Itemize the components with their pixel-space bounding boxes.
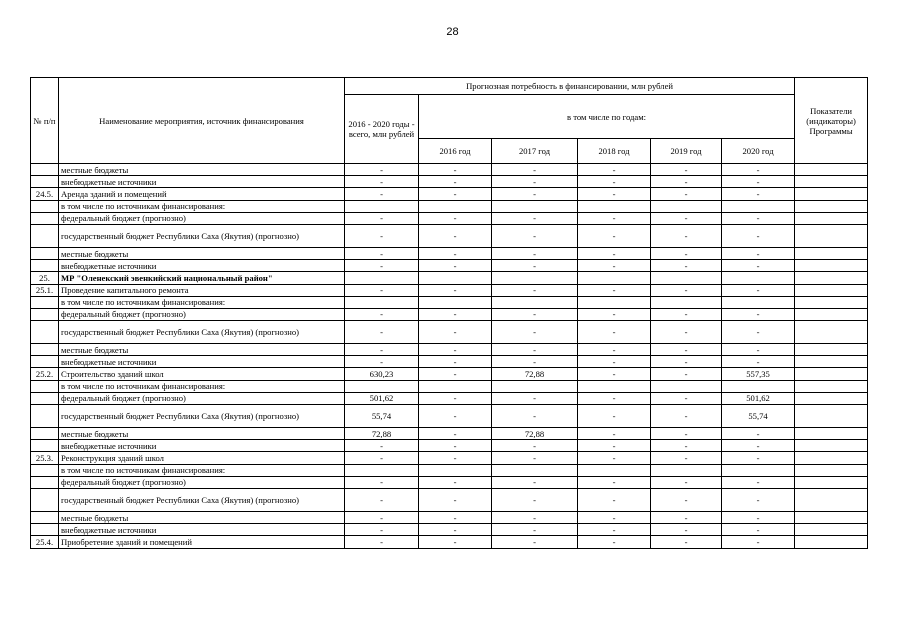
table-row [31, 212, 868, 224]
cell-indicators [795, 440, 868, 452]
header-years-group: в том числе по годам: [419, 95, 795, 139]
cell-year-value [722, 380, 795, 392]
header-num: № п/п [31, 78, 59, 164]
cell-year-value: - [722, 284, 795, 296]
cell-year-value: - [722, 164, 795, 176]
cell-year-value: - [722, 488, 795, 511]
table-row [31, 308, 868, 320]
cell-year-value: - [419, 224, 492, 247]
table-row [31, 356, 868, 368]
cell-total [345, 464, 419, 476]
table-row [31, 452, 868, 464]
cell-indicators [795, 488, 868, 511]
table-header [31, 78, 868, 164]
cell-year-value: - [419, 260, 492, 272]
cell-year-value: - [578, 356, 651, 368]
row-number [31, 164, 59, 176]
cell-year-value: - [722, 212, 795, 224]
cell-year-value: - [419, 368, 492, 380]
cell-total: - [345, 488, 419, 511]
cell-year-value: - [419, 405, 492, 428]
cell-year-value: - [578, 260, 651, 272]
cell-indicators [795, 405, 868, 428]
cell-year-value [651, 464, 722, 476]
cell-year-value: - [492, 176, 578, 188]
row-number [31, 176, 59, 188]
row-number [31, 476, 59, 488]
cell-total: - [345, 356, 419, 368]
row-number [31, 212, 59, 224]
cell-year-value: - [722, 452, 795, 464]
row-number [31, 344, 59, 356]
cell-year-value [722, 296, 795, 308]
cell-year-value: - [651, 176, 722, 188]
table-row [31, 536, 868, 548]
cell-year-value: - [651, 356, 722, 368]
cell-year-value: - [492, 392, 578, 404]
cell-year-value: - [419, 440, 492, 452]
cell-year-value: - [578, 488, 651, 511]
cell-year-value: - [492, 405, 578, 428]
cell-year-value [651, 296, 722, 308]
cell-year-value: - [578, 247, 651, 259]
row-name: государственный бюджет Республики Саха (Якутия) (прогнозно) [59, 405, 345, 428]
row-number [31, 464, 59, 476]
cell-year-value: - [722, 476, 795, 488]
header-total: 2016 - 2020 годы - всего, млн рублей [345, 95, 419, 164]
cell-year-value: - [492, 224, 578, 247]
cell-year-value: - [651, 224, 722, 247]
row-name: Реконструкция зданий школ [59, 452, 345, 464]
cell-indicators [795, 524, 868, 536]
cell-indicators [795, 164, 868, 176]
cell-year-value [651, 272, 722, 284]
table-row [31, 176, 868, 188]
cell-year-value: - [419, 247, 492, 259]
cell-year-value [419, 296, 492, 308]
cell-indicators [795, 188, 868, 200]
table-row [31, 260, 868, 272]
cell-year-value: 55,74 [722, 405, 795, 428]
row-name: государственный бюджет Республики Саха (Якутия) (прогнозно) [59, 224, 345, 247]
row-number [31, 488, 59, 511]
cell-year-value [419, 464, 492, 476]
cell-year-value [722, 200, 795, 212]
table-row [31, 476, 868, 488]
cell-year-value: - [492, 452, 578, 464]
cell-total: 72,88 [345, 428, 419, 440]
table-row [31, 380, 868, 392]
table-row [31, 164, 868, 176]
cell-year-value: - [578, 344, 651, 356]
cell-year-value: - [492, 247, 578, 259]
row-name: государственный бюджет Республики Саха (Якутия) (прогнозно) [59, 488, 345, 511]
row-number [31, 392, 59, 404]
row-number [31, 247, 59, 259]
header-indicators: Показатели (индикаторы) Программы [795, 78, 868, 164]
table-row [31, 488, 868, 511]
cell-indicators [795, 452, 868, 464]
row-number: 24.5. [31, 188, 59, 200]
table-row [31, 440, 868, 452]
cell-year-value [578, 464, 651, 476]
cell-year-value: - [578, 405, 651, 428]
cell-year-value: - [651, 308, 722, 320]
row-name: Аренда зданий и помещений [59, 188, 345, 200]
cell-indicators [795, 272, 868, 284]
cell-indicators [795, 428, 868, 440]
row-name: федеральный бюджет (прогнозно) [59, 476, 345, 488]
cell-year-value: - [578, 476, 651, 488]
cell-year-value: - [492, 284, 578, 296]
row-name: местные бюджеты [59, 511, 345, 523]
cell-indicators [795, 536, 868, 548]
header-year: 2017 год [492, 139, 578, 164]
cell-year-value: - [419, 511, 492, 523]
cell-year-value: - [492, 321, 578, 344]
cell-year-value: - [419, 176, 492, 188]
row-name: в том числе по источникам финансирования: [59, 380, 345, 392]
row-name: Проведение капитального ремонта [59, 284, 345, 296]
cell-year-value: - [578, 511, 651, 523]
cell-indicators [795, 296, 868, 308]
row-name: федеральный бюджет (прогнозно) [59, 212, 345, 224]
cell-total: - [345, 224, 419, 247]
row-number [31, 380, 59, 392]
cell-indicators [795, 224, 868, 247]
cell-indicators [795, 321, 868, 344]
row-name: местные бюджеты [59, 164, 345, 176]
cell-year-value: - [578, 308, 651, 320]
cell-total: 501,62 [345, 392, 419, 404]
cell-indicators [795, 511, 868, 523]
cell-year-value: - [492, 511, 578, 523]
table-row [31, 247, 868, 259]
table-row [31, 188, 868, 200]
cell-total [345, 200, 419, 212]
cell-year-value: - [419, 488, 492, 511]
cell-year-value: - [651, 536, 722, 548]
table-row [31, 464, 868, 476]
cell-total: 55,74 [345, 405, 419, 428]
cell-year-value [722, 272, 795, 284]
cell-year-value: - [651, 428, 722, 440]
cell-year-value [419, 380, 492, 392]
row-number [31, 321, 59, 344]
cell-year-value [651, 380, 722, 392]
cell-indicators [795, 380, 868, 392]
cell-year-value: - [578, 392, 651, 404]
cell-year-value: - [492, 536, 578, 548]
row-name: Строительство зданий школ [59, 368, 345, 380]
row-name: местные бюджеты [59, 344, 345, 356]
row-name: Приобретение зданий и помещений [59, 536, 345, 548]
cell-year-value [492, 380, 578, 392]
cell-year-value: - [651, 344, 722, 356]
cell-year-value: - [492, 164, 578, 176]
row-name: внебюджетные источники [59, 524, 345, 536]
cell-year-value: - [722, 511, 795, 523]
cell-year-value: - [419, 476, 492, 488]
cell-year-value: - [492, 524, 578, 536]
cell-total: - [345, 452, 419, 464]
cell-year-value: - [651, 164, 722, 176]
cell-year-value: - [578, 428, 651, 440]
table-body [31, 164, 868, 549]
table-row [31, 200, 868, 212]
cell-year-value: - [722, 224, 795, 247]
cell-year-value: - [578, 164, 651, 176]
cell-year-value: - [419, 452, 492, 464]
cell-total: - [345, 344, 419, 356]
cell-year-value: - [419, 524, 492, 536]
cell-year-value: - [651, 188, 722, 200]
cell-year-value: - [651, 284, 722, 296]
row-number [31, 308, 59, 320]
row-number [31, 524, 59, 536]
cell-year-value [419, 200, 492, 212]
financing-table [30, 77, 868, 549]
row-number: 25.4. [31, 536, 59, 548]
cell-year-value: - [492, 476, 578, 488]
table-row [31, 344, 868, 356]
cell-year-value: - [651, 392, 722, 404]
cell-year-value: - [651, 368, 722, 380]
cell-year-value: - [722, 247, 795, 259]
cell-total: - [345, 308, 419, 320]
cell-indicators [795, 176, 868, 188]
cell-year-value: - [722, 308, 795, 320]
cell-indicators [795, 368, 868, 380]
cell-year-value: - [578, 321, 651, 344]
cell-year-value: - [492, 308, 578, 320]
row-number [31, 200, 59, 212]
cell-indicators [795, 344, 868, 356]
cell-total: - [345, 511, 419, 523]
cell-year-value: - [492, 440, 578, 452]
cell-year-value: 557,35 [722, 368, 795, 380]
cell-total: 630,23 [345, 368, 419, 380]
cell-year-value: - [419, 164, 492, 176]
cell-year-value: - [419, 356, 492, 368]
header-name: Наименование мероприятия, источник финансирования [59, 78, 345, 164]
cell-total: - [345, 164, 419, 176]
cell-indicators [795, 308, 868, 320]
cell-year-value: - [651, 440, 722, 452]
row-name: местные бюджеты [59, 247, 345, 259]
cell-total: - [345, 176, 419, 188]
row-number: 25. [31, 272, 59, 284]
cell-year-value [578, 272, 651, 284]
cell-total: - [345, 321, 419, 344]
cell-year-value: - [419, 392, 492, 404]
row-name: местные бюджеты [59, 428, 345, 440]
cell-year-value: - [419, 188, 492, 200]
row-name: внебюджетные источники [59, 356, 345, 368]
row-name: в том числе по источникам финансирования: [59, 200, 345, 212]
cell-year-value: - [419, 536, 492, 548]
cell-year-value: - [419, 321, 492, 344]
cell-year-value: - [492, 188, 578, 200]
cell-year-value: - [651, 321, 722, 344]
cell-year-value: - [651, 476, 722, 488]
table-row [31, 428, 868, 440]
row-name: федеральный бюджет (прогнозно) [59, 308, 345, 320]
cell-indicators [795, 356, 868, 368]
cell-year-value: - [578, 368, 651, 380]
cell-total [345, 272, 419, 284]
cell-year-value: - [651, 212, 722, 224]
cell-year-value: - [651, 511, 722, 523]
cell-indicators [795, 392, 868, 404]
table-row [31, 392, 868, 404]
cell-indicators [795, 200, 868, 212]
cell-total: - [345, 212, 419, 224]
table-row [31, 368, 868, 380]
row-number [31, 356, 59, 368]
cell-indicators [795, 284, 868, 296]
cell-year-value: - [722, 428, 795, 440]
cell-year-value: - [578, 452, 651, 464]
cell-total: - [345, 284, 419, 296]
cell-year-value [492, 200, 578, 212]
cell-year-value: - [651, 247, 722, 259]
cell-year-value: - [419, 212, 492, 224]
row-name: внебюджетные источники [59, 176, 345, 188]
cell-year-value: - [419, 284, 492, 296]
cell-year-value: 72,88 [492, 428, 578, 440]
cell-year-value: - [722, 344, 795, 356]
row-name: в том числе по источникам финансирования: [59, 464, 345, 476]
cell-total: - [345, 524, 419, 536]
cell-year-value: - [578, 188, 651, 200]
cell-indicators [795, 247, 868, 259]
cell-year-value: - [651, 260, 722, 272]
cell-year-value: - [578, 176, 651, 188]
cell-total: - [345, 536, 419, 548]
cell-year-value: - [492, 356, 578, 368]
cell-year-value: - [578, 440, 651, 452]
header-financing-group: Прогнозная потребность в финансировании, млн рублей [345, 78, 795, 95]
cell-year-value: - [722, 176, 795, 188]
cell-year-value: - [578, 212, 651, 224]
row-number [31, 511, 59, 523]
row-number [31, 224, 59, 247]
row-name: МР "Оленекский эвенкийский национальный район" [59, 272, 345, 284]
cell-year-value: - [492, 488, 578, 511]
cell-total: - [345, 260, 419, 272]
cell-year-value: - [722, 536, 795, 548]
cell-year-value: - [651, 524, 722, 536]
cell-year-value [492, 296, 578, 308]
cell-year-value: 501,62 [722, 392, 795, 404]
cell-year-value: - [419, 344, 492, 356]
table-row [31, 321, 868, 344]
row-name: внебюджетные источники [59, 260, 345, 272]
cell-year-value [578, 380, 651, 392]
row-name: государственный бюджет Республики Саха (Якутия) (прогнозно) [59, 321, 345, 344]
row-name: федеральный бюджет (прогнозно) [59, 392, 345, 404]
header-year: 2018 год [578, 139, 651, 164]
cell-year-value: - [722, 356, 795, 368]
cell-year-value: - [578, 536, 651, 548]
cell-year-value: - [492, 344, 578, 356]
cell-year-value [578, 200, 651, 212]
table-row [31, 405, 868, 428]
cell-total: - [345, 188, 419, 200]
row-number: 25.3. [31, 452, 59, 464]
cell-year-value: - [419, 308, 492, 320]
cell-year-value: - [578, 524, 651, 536]
cell-year-value [492, 464, 578, 476]
cell-year-value [492, 272, 578, 284]
cell-year-value [578, 296, 651, 308]
row-name: внебюджетные источники [59, 440, 345, 452]
cell-indicators [795, 260, 868, 272]
cell-total: - [345, 440, 419, 452]
page-number: 28 [446, 26, 459, 38]
cell-year-value: - [722, 524, 795, 536]
cell-indicators [795, 476, 868, 488]
cell-year-value: - [651, 405, 722, 428]
row-number [31, 428, 59, 440]
table-row [31, 284, 868, 296]
cell-year-value [419, 272, 492, 284]
header-year: 2016 год [419, 139, 492, 164]
cell-total: - [345, 247, 419, 259]
cell-total [345, 380, 419, 392]
cell-year-value: - [578, 224, 651, 247]
table-row [31, 224, 868, 247]
cell-year-value: - [722, 260, 795, 272]
cell-year-value: 72,88 [492, 368, 578, 380]
row-number [31, 260, 59, 272]
cell-year-value: - [722, 440, 795, 452]
row-number [31, 440, 59, 452]
row-number: 25.2. [31, 368, 59, 380]
cell-year-value: - [651, 488, 722, 511]
cell-year-value: - [578, 284, 651, 296]
cell-year-value: - [722, 321, 795, 344]
table-row [31, 511, 868, 523]
row-number [31, 405, 59, 428]
cell-year-value: - [492, 260, 578, 272]
cell-year-value: - [419, 428, 492, 440]
cell-indicators [795, 212, 868, 224]
header-year: 2020 год [722, 139, 795, 164]
cell-year-value: - [722, 188, 795, 200]
row-number: 25.1. [31, 284, 59, 296]
table-row [31, 272, 868, 284]
cell-total: - [345, 476, 419, 488]
cell-year-value: - [492, 212, 578, 224]
cell-indicators [795, 464, 868, 476]
header-year: 2019 год [651, 139, 722, 164]
cell-year-value: - [651, 452, 722, 464]
table-row [31, 524, 868, 536]
cell-total [345, 296, 419, 308]
cell-year-value [722, 464, 795, 476]
row-number [31, 296, 59, 308]
table-row [31, 296, 868, 308]
row-name: в том числе по источникам финансирования: [59, 296, 345, 308]
cell-year-value [651, 200, 722, 212]
